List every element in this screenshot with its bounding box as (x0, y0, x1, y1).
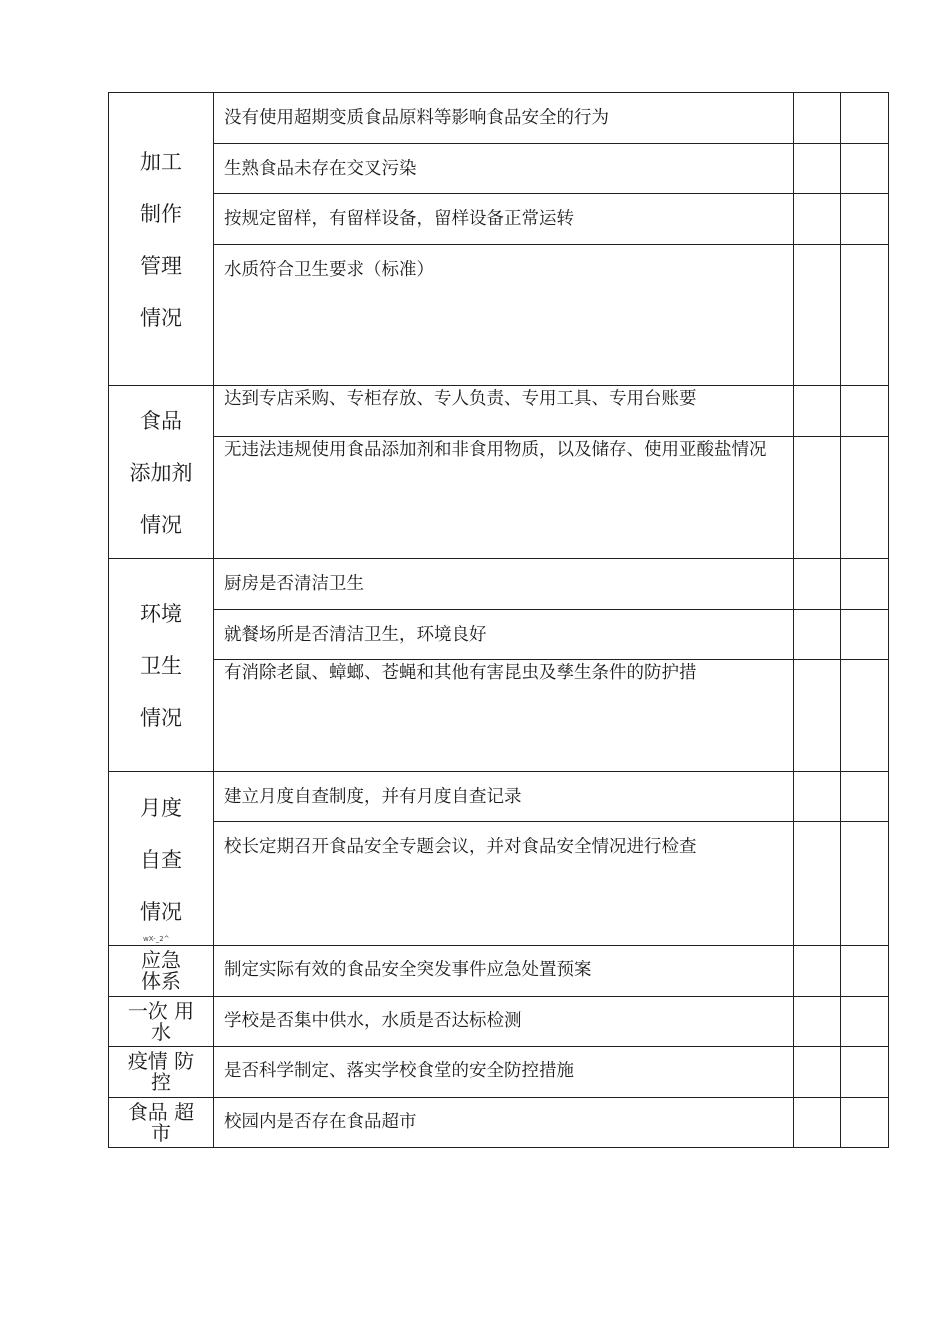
category-label: 水 (151, 1019, 171, 1044)
check-cell-a[interactable] (794, 245, 841, 386)
table-row (109, 93, 889, 144)
table-row (109, 946, 889, 997)
table-row (109, 660, 889, 772)
category-label: 食品 超 (127, 1099, 195, 1124)
check-cell-b[interactable] (841, 559, 889, 610)
table-row (109, 772, 889, 822)
item-text: 按规定留样，有留样设备，留样设备正常运转 (214, 194, 794, 245)
check-cell-b[interactable] (841, 660, 889, 772)
check-cell-a[interactable] (794, 386, 841, 437)
table-row (109, 610, 889, 660)
category-label: 市 (151, 1120, 171, 1145)
category-cell (109, 772, 214, 946)
check-cell-a[interactable] (794, 997, 841, 1047)
category-cell (109, 93, 214, 386)
category-label: 食品 (140, 409, 182, 433)
item-text: 是否科学制定、落实学校食堂的安全防控措施 (214, 1047, 794, 1098)
category-cell (109, 1047, 214, 1098)
item-text: 厨房是否清洁卫生 (214, 559, 794, 610)
check-cell-a[interactable] (794, 1047, 841, 1098)
table-row (109, 822, 889, 946)
table-row (109, 437, 889, 559)
item-text: 校长定期召开食品安全专题会议，并对食品安全情况进行检查 (214, 822, 794, 946)
check-cell-b[interactable] (841, 946, 889, 997)
table-row (109, 1098, 889, 1148)
category-label: 制作 (140, 202, 182, 226)
check-cell-a[interactable] (794, 822, 841, 946)
category-cell (109, 559, 214, 772)
item-text: 建立月度自查制度，并有月度自查记录 (214, 772, 794, 822)
check-cell-b[interactable] (841, 144, 889, 194)
category-label: 一次 用 (127, 998, 195, 1023)
item-text: 没有使用超期变质食品原料等影响食品安全的行为 (214, 93, 794, 144)
category-label: 情况 (140, 513, 182, 537)
check-cell-b[interactable] (841, 194, 889, 245)
category-label: 添加剂 (129, 461, 193, 485)
category-label: 体系 (141, 969, 181, 993)
check-cell-b[interactable] (841, 386, 889, 437)
table-row (109, 194, 889, 245)
inspection-table (108, 92, 889, 1148)
item-text: 生熟食品未存在交叉污染 (214, 144, 794, 194)
check-cell-b[interactable] (841, 997, 889, 1047)
table-row (109, 144, 889, 194)
category-label: 自查 (140, 847, 182, 872)
check-cell-b[interactable] (841, 93, 889, 144)
check-cell-b[interactable] (841, 437, 889, 559)
table-row (109, 386, 889, 437)
category-label: 环境 (140, 602, 182, 626)
category-cell (109, 946, 214, 997)
check-cell-a[interactable] (794, 144, 841, 194)
check-cell-b[interactable] (841, 822, 889, 946)
table-row (109, 1047, 889, 1098)
inspection-table-container (108, 92, 888, 1148)
category-label: 应急 (141, 948, 181, 972)
category-cell (109, 386, 214, 559)
table-row (109, 997, 889, 1047)
item-text: 就餐场所是否清洁卫生，环境良好 (214, 610, 794, 660)
category-cell (109, 1098, 214, 1148)
item-text: 达到专店采购、专柜存放、专人负责、专用工具、专用台账要 (214, 386, 794, 437)
category-label: 控 (151, 1070, 171, 1094)
category-label: 情况 (140, 306, 182, 330)
table-row (109, 559, 889, 610)
category-label: 疫情 防 (127, 1049, 195, 1073)
category-label: 情况 (140, 899, 182, 924)
category-label: 月度 (140, 795, 182, 820)
item-text: 水质符合卫生要求（标准） (214, 245, 794, 386)
check-cell-a[interactable] (794, 660, 841, 772)
category-label: 管理 (140, 254, 182, 278)
table-row (109, 245, 889, 386)
item-text: 校园内是否存在食品超市 (214, 1098, 794, 1148)
category-label: 卫生 (140, 654, 182, 678)
category-label: 情况 (140, 706, 182, 730)
check-cell-a[interactable] (794, 559, 841, 610)
check-cell-a[interactable] (794, 1098, 841, 1148)
check-cell-b[interactable] (841, 610, 889, 660)
check-cell-a[interactable] (794, 946, 841, 997)
item-text: 制定实际有效的食品安全突发事件应急处置预案 (214, 946, 794, 997)
check-cell-a[interactable] (794, 772, 841, 822)
item-text: 有消除老鼠、蟑螂、苍蝇和其他有害昆虫及孳生条件的防护措 (214, 660, 794, 772)
category-label: 加工 (140, 150, 182, 174)
scan-artifact-note: wX-_2^ (143, 935, 170, 943)
check-cell-b[interactable] (841, 772, 889, 822)
check-cell-b[interactable] (841, 1047, 889, 1098)
check-cell-a[interactable] (794, 194, 841, 245)
item-text: 学校是否集中供水，水质是否达标检测 (214, 997, 794, 1047)
check-cell-a[interactable] (794, 437, 841, 559)
check-cell-b[interactable] (841, 245, 889, 386)
check-cell-a[interactable] (794, 93, 841, 144)
category-cell (109, 997, 214, 1047)
check-cell-b[interactable] (841, 1098, 889, 1148)
item-text: 无违法违规使用食品添加剂和非食用物质，以及储存、使用亚酸盐情况 (214, 437, 794, 559)
check-cell-a[interactable] (794, 610, 841, 660)
